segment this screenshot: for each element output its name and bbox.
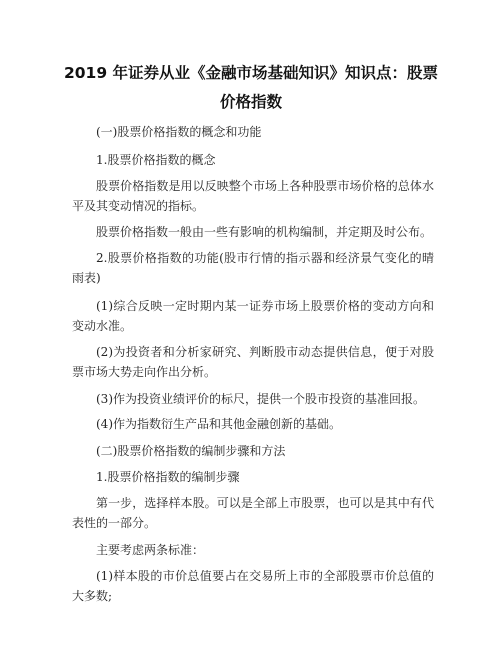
list-item: (4)作为指数衍生产品和其他金融创新的基础。: [96, 417, 341, 431]
list-item: (1)样本股的市价总值要占在交易所上市的全部股票市价总值的大多数;: [72, 569, 434, 603]
subsection-heading: 1.股票价格指数的编制步骤: [96, 470, 240, 484]
section-heading-1: (一)股票价格指数的概念和功能: [96, 125, 262, 139]
list-item: (3)作为投资业绩评价的标尺，提供一个股市投资的基准回报。: [96, 392, 426, 406]
section-heading-2: (二)股票价格指数的编制步骤和方法: [96, 444, 286, 458]
body-paragraph: 主要考虑两条标准：: [96, 543, 205, 557]
document-title-line-2: 价格指数: [219, 93, 282, 111]
subsection-heading: 1.股票价格指数的概念: [96, 153, 216, 167]
body-paragraph: 股票价格指数是用以反映整个市场上各种股票市场价格的总体水平及其变动情况的指标。: [72, 179, 434, 213]
document-title-line-1: 2019 年证券从业《金融市场基础知识》知识点：股票: [63, 64, 439, 82]
body-paragraph: 股票价格指数一般由一些有影响的机构编制，并定期及时公布。: [96, 225, 433, 239]
body-paragraph: 第一步，选择样本股。可以是全部上市股票，也可以是其中有代表性的一部分。: [72, 496, 434, 530]
subsection-heading: 2.股票价格指数的功能(股市行情的指示器和经济景气变化的晴雨表): [72, 251, 434, 285]
list-item: (1)综合反映一定时期内某一证券市场上股票价格的变动方向和变动水准。: [72, 299, 434, 333]
list-item: (2)为投资者和分析家研究、判断股市动态提供信息，便于对股票市场大势走向作出分析。: [72, 345, 434, 379]
